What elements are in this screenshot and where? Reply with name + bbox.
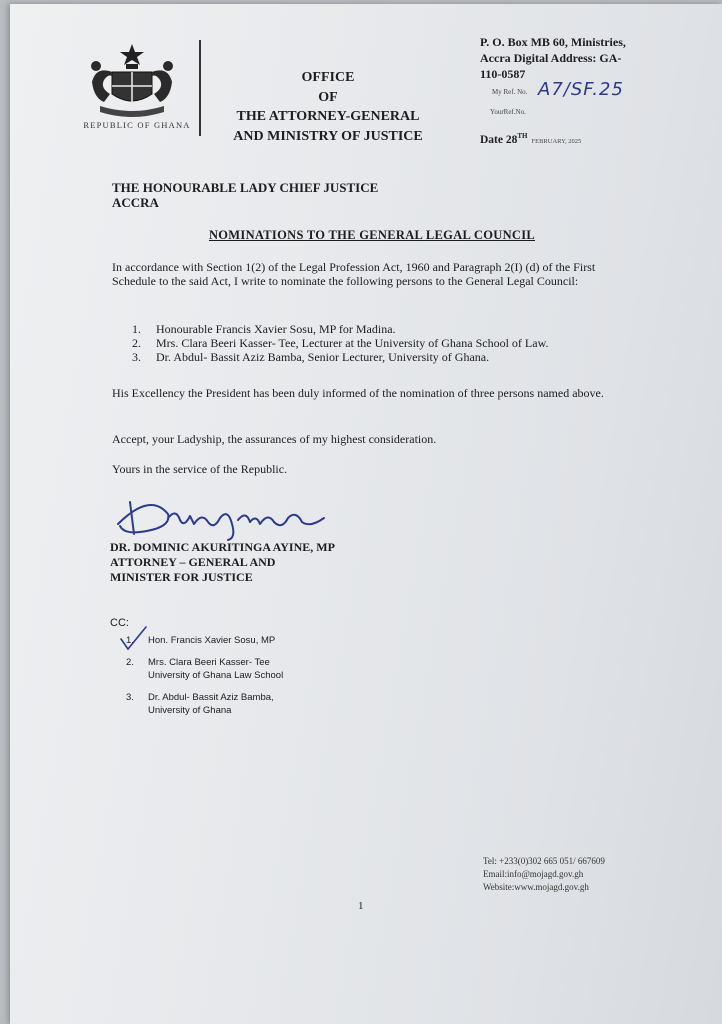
date-suffix: TH: [517, 132, 528, 140]
my-ref-handwritten: A7/SF.25: [538, 79, 624, 100]
office-line: OF: [318, 89, 338, 105]
contact-block: [483, 855, 605, 894]
intro-paragraph: In accordance with Section 1(2) of the Legal Profession Act, 1960 and Paragraph 2(I) (d) of the First Schedule to the said Act, I write to nominate the following persons to the General Legal Council:: [112, 260, 596, 288]
list-number: 3.: [132, 350, 141, 364]
closing-paragraph: Yours in the service of the Republic.: [112, 462, 288, 476]
nominee-text: Dr. Abdul- Bassit Aziz Bamba, Senior Lecturer, University of Ghana.: [156, 350, 490, 364]
cc-line: Hon. Francis Xavier Sosu, MP: [148, 635, 276, 646]
letter-page: [10, 4, 722, 1024]
list-number: 3.: [126, 692, 134, 703]
office-line: OFFICE: [301, 70, 355, 85]
list-item: [126, 691, 426, 717]
cc-line: Dr. Abdul- Bassit Aziz Bamba,: [148, 692, 274, 703]
address-line: Accra Digital Address: GA-: [480, 51, 622, 65]
list-number: 2.: [132, 336, 141, 350]
list-number: 1.: [126, 635, 134, 646]
cc-line: University of Ghana: [148, 705, 232, 716]
president-note-paragraph: His Excellency the President has been duly informed of the nomination of three persons named above.: [112, 386, 604, 400]
contact-tel: Tel: +233(0)302 665 051/ 667609: [483, 856, 605, 866]
your-ref-label: YourRef.No.: [490, 108, 526, 116]
courtesy-paragraph: Accept, your Ladyship, the assurances of my highest consideration.: [112, 432, 437, 446]
subject-heading: NOMINATIONS TO THE GENERAL LEGAL COUNCIL: [208, 228, 536, 242]
date-month: FEBRUARY, 2025: [531, 137, 582, 145]
contact-website: Website:www.mojagd.gov.gh: [483, 882, 589, 892]
page-number: 1: [358, 900, 364, 912]
emblem-caption: REPUBLIC OF GHANA: [83, 120, 191, 130]
date-label: Date 28: [480, 133, 518, 146]
nominee-text: Honourable Francis Xavier Sosu, MP for Madina.: [156, 322, 396, 336]
list-item: [126, 656, 426, 682]
nominee-text: Mrs. Clara Beeri Kasser- Tee, Lecturer at the University of Ghana School of Law.: [156, 336, 549, 350]
contact-email: Email:info@mojagd.gov.gh: [483, 869, 584, 879]
postal-address: [480, 34, 720, 82]
signer-line: ATTORNEY – GENERAL AND: [110, 555, 276, 569]
cc-label: CC:: [110, 617, 129, 629]
office-line: AND MINISTRY OF JUSTICE: [233, 128, 423, 144]
my-ref-label: My Ref. No.: [492, 88, 528, 96]
list-item: [112, 350, 632, 364]
list-number: 2.: [126, 657, 134, 668]
letterhead-divider: [199, 40, 201, 136]
addressee-line: THE HONOURABLE LADY CHIEF JUSTICE: [112, 180, 379, 195]
addressee-block: [112, 180, 378, 210]
office-title: [208, 68, 448, 146]
cc-list: [126, 634, 426, 726]
address-line: P. O. Box MB 60, Ministries,: [480, 35, 626, 49]
address-line: 110-0587: [480, 67, 526, 81]
signer-line: MINISTER FOR JUSTICE: [110, 570, 253, 584]
addressee-line: ACCRA: [112, 195, 159, 210]
cc-line: Mrs. Clara Beeri Kasser- Tee: [148, 657, 270, 668]
nominee-list: [112, 322, 632, 364]
office-line: THE ATTORNEY-GENERAL: [236, 109, 420, 124]
cc-line: University of Ghana Law School: [148, 670, 284, 681]
handwritten-signature: [110, 494, 350, 542]
signer-line: DR. DOMINIC AKURITINGA AYINE, MP: [110, 540, 335, 554]
list-item: [112, 322, 632, 336]
list-item: [112, 336, 632, 350]
letter-date: [480, 132, 581, 146]
list-item: [126, 634, 426, 647]
list-number: 1.: [132, 322, 141, 336]
ghana-coat-of-arms-icon: [82, 42, 182, 120]
signer-block: [110, 540, 335, 585]
my-reference: [480, 79, 720, 102]
